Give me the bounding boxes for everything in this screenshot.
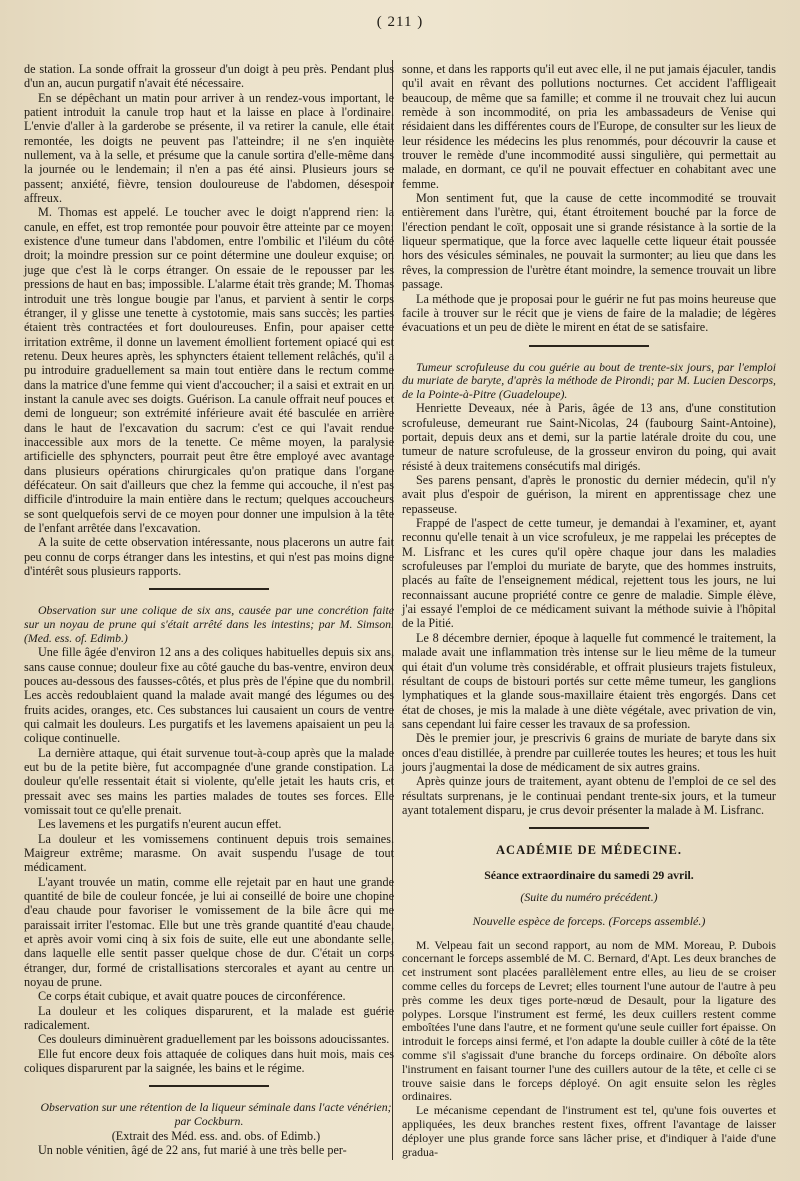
paragraph: La méthode que je proposai pour le guérir ne fut pas moins heureuse que facile à trouver sur le récit que je viens de faire de la maladie; de légères évacuations et un peu de diète le mirent en état de se satisfaire. [402, 291, 776, 335]
paragraph: de station. La sonde offrait la grosseur d'un doigt à peu près. Pendant plus d'un an, aucun purgatif n'avait été nécessaire. [24, 62, 394, 91]
paragraph: Le 8 décembre dernier, époque à laquelle fut commencé le traitement, la malade avait une inflammation très intense sur le lieu même de la tumeur qui était d'un volume très considérable, et offrait plusieurs trajets fistuleux, résultant de coups de bistouri portés sur cette même tumeur, les ganglions lymphatiques et la glande sous-maxillaire étaient très engorgés. Dans cet état de choses, je mis la malade à une diète végétale, avec privation de vin, sans cependant lui faire cesser les travaux de sa profession. [402, 630, 776, 731]
left-column [24, 62, 394, 1157]
paragraph: Ce corps était cubique, et avait quatre pouces de circonférence. [38, 989, 346, 1004]
paragraph: La douleur et les vomissemens continuent depuis trois semaines. Maigreur extrême; marasme. On avait suspendu l'usage de tout médicament. [24, 831, 394, 875]
paragraph: La douleur et les coliques disparurent, et la malade est guérie radicalement. [24, 1003, 394, 1033]
paragraph: Dès le premier jour, je prescrivis 6 grains de muriate de baryte dans six onces d'eau distillée, à prendre par cuillerée toutes les heures; et tous les huit jours j'augmentai la dose de médicament de six autres grains. [402, 731, 776, 774]
paragraph: M. Velpeau fait un second rapport, au nom de MM. Moreau, P. Dubois concernant le forceps assemblé de M. C. Bernard, d'Apt. Les deux branches de cet instrument sont placées parallèlement entre elles, au lieu de se croiser comme celles du forceps de Levret; elles tournent l'une autour de l'autre à peu près comme les deux tiges porte-nœud de Desault, pour la ligature des polypes. Lorsque l'instrument est fermé, les deux cuillers restent comme emboîtées l'une dans l'autre, et ne forment qu'une seule cuiller fort épaisse. On introduit le forceps ainsi fermé, et l'on adapte la double cuiller à côté de la tête comme s'il s'agissait d'une branche du forceps ordinaire. On déboîte alors l'instrument en faisant tourner l'une des cuillers autour de la tête, et celle ci se trouve saisie dans le forceps déployé. On agit ensuite selon les règles ordinaires. [402, 937, 776, 1104]
section-rule [529, 345, 649, 347]
paragraph: Les lavemens et les purgatifs n'eurent aucun effet. [38, 817, 282, 832]
paragraph: A la suite de cette observation intéressante, nous placerons un autre fait peu connu de corps étranger dans les intestins, et qui n'est pas moins digne d'intérêt sous plusieurs rapports. [24, 535, 394, 579]
observation-title: Observation sur une colique de six ans, causée par une concrétion faite sur un noyau de prune qui s'était arrêté dans les intestins; par M. Simson. (Med. ess. of. Edimb.) [24, 603, 394, 645]
paragraph: Henriette Deveaux, née à Paris, âgée de 13 ans, d'une constitution scrofuleuse, demeurant rue Saint-Nicolas, 24 (faubourg Saint-Antoine), portait, depuis deux ans et demi, sur la partie latérale droite du cou, une tumeur de nature scrofuleuse, de la grosseur environ du poing, qui avait résisté à deux traitemens consécutifs mal dirigés. [402, 401, 776, 473]
paragraph: Une fille âgée d'environ 12 ans a des coliques habituelles depuis six ans, sans cause connue; douleur fixe au côté gauche du bas-ventre, environ deux pouces au-dessous des fausses-côtés, et plus près de l'épine que du nombril. Les accès redoublaient quand la malade avait mangé des légumes ou des fruits acides, oranges, etc. Ces substances lui causaient un cours de ventre qui calmait les douleurs. Les purgatifs et les lavemens apaisaient un peu la colique continuelle. [24, 645, 394, 746]
section-heading: ACADÉMIE DE MÉDECINE. [496, 843, 682, 858]
paragraph: Ces douleurs diminuèrent graduellement par les boissons adoucissantes. [38, 1032, 390, 1047]
paragraph: Un noble vénitien, âgé de 22 ans, fut marié à une très belle per- [38, 1143, 347, 1157]
source-note: (Extrait des Méd. ess. and. obs. of Edimb.) [111, 1128, 321, 1143]
paragraph: sonne, et dans les rapports qu'il eut avec elle, il ne put jamais éjaculer, tandis qu'il avait en rêvant des pollutions nocturnes. Cet accident l'affligeait beaucoup, de même que sa famille; et comme il ne trouvait chez lui aucun remède à son incommodité, on pria les ambassadeurs de Venise qui résidaient dans les différentes cours de l'Europe, de consulter sur les lieux de leur résidence les médecins les plus renommés, pour découvrir la cause et trouver le remède d'une incommodité aussi singulière, qui permettait au malade, en dormant, ce qu'il ne pouvait effectuer en cohabitant avec une femme. [402, 62, 776, 191]
paragraph: Mon sentiment fut, que la cause de cette incommodité se trouvait entièrement dans l'urètre, qui, étant étroitement bouché par la force de l'érection pendant le coït, opposait une si grande résistance à la sortie de la liqueur spermatique, que la force avec laquelle cette liqueur était poussée hors des vésicules séminales, ne pouvait la surmonter; au lieu que dans les rêves, la compression de l'urètre étant moindre, la semence trouvait un libre passage. [402, 191, 776, 292]
subsection-title-main: Nouvelle espèce de forceps. [472, 914, 606, 929]
paragraph: M. Thomas est appelé. Le toucher avec le doigt n'apprend rien: la canule, en effet, est trop remontée pour pouvoir être atteinte par ce moyen: existence d'une tumeur dans l'abdomen, entre l'ombilic et l'iléum du côté droit; la moindre pression sur ce point détermine une douleur exquise; on juge que c'est là le corps étranger. On essaie de le repousser par les pressions de haut en bas; impossible. L'alarme était très grande; M. Thomas introduit une très longue bougie par l'anus, et parvient à sentir le corps étranger, il y glisse une tenette à cystotomie, mais sans succès; les parties étaient très contractées et fort douloureuses. Enfin, pour apaiser cette irritation extrême, il donne un lavement émollient fortement opiacé qui est retenu. Deux heures après, les sphyncters étaient tellement relâchés, qu'il a pu introduire graduellement sa main tout entière dans le rectum comme dans la matrice d'une femme qui vient d'accoucher; il a saisi et extrait en un instant la canule avec ses doigts. Guérison. La canule offrait neuf pouces et demi de longueur; son extrémité inférieure avait été basculée en arrière dans le haut de l'excavation du sacrum: c'est ce qui l'avait rendue inaccessible aux mors de la tenette. Ce même moyen, la paralysie artificielle des sphyncters, pourrait peut être être employé avec avantage dans plusieurs opérations chirurgicales qu'on pratique dans l'organe défécateur. On sait d'ailleurs que chez la femme qui accouche, il n'est pas difficile d'introduire la main entière dans le rectum; quelques accoucheurs se sont quelquefois servi de ce moyen pour donner une impulsion à la tête de l'enfant arrêtée dans l'excavation. [24, 205, 394, 535]
session-title: Séance extraordinaire du samedi 29 avril. [484, 867, 694, 882]
page-number: ( 211 ) [376, 14, 424, 30]
paragraph: L'ayant trouvée un matin, comme elle rejetait par en haut une grande quantité de bile de couleur foncée, je lui ai conseillé de boire une chopine d'eau chaude pour favoriser le vomissement de la bile âcre qui me paraissait irriter l'estomac. Elle but une très grande quantité d'eau chaude, et après avoir vomi cinq à six fois de suite, elle eut une abondante selle, dans laquelle elle sentit passer quelque chose de dur. C'était un corps étranger, dur, formé de cristallisations stercorales et ayant au centre un noyau de prune. [24, 874, 394, 990]
paragraph: Le mécanisme cependant de l'instrument est tel, qu'une fois ouvertes et appliquées, les deux branches restent fixes, offrent l'avantage de laisser déployer une plus grande force sans lâcher prise, et d'indiquer à l'aide d'une gradua- [402, 1103, 776, 1159]
session-line [402, 868, 776, 882]
section-rule [149, 1085, 269, 1087]
paragraph: La dernière attaque, qui était survenue tout-à-coup après que la malade eut bu de la petite bière, fut accompagnée d'une grande constipation. La douleur qu'elle ressentait était si violente, qu'elle jetait les hauts cris, et pressait avec ses mains les parties malades de toutes ses forces. Elle vomissait tout ce qu'elle prenait. [24, 745, 394, 817]
section-rule [149, 588, 269, 590]
paragraph: Après quinze jours de traitement, ayant obtenu de l'emploi de ce sel des résultats surprenans, je le continuai pendant trente-six jours, et la tumeur ayant totalement disparu, je crus devoir présenter la malade à M. Lisfranc. [402, 774, 776, 817]
paragraph: Ses parens pensant, d'après le pronostic du dernier médecin, qu'il n'y avait plus d'espoir de guérison, la mirent en apprentissage chez une repasseuse. [402, 473, 776, 516]
subsection-title [402, 914, 776, 928]
paragraph: En se dépêchant un matin pour arriver à un rendez-vous important, le patient introduit la canule trop haut et la laisse en place à l'ordinaire. L'envie d'aller à la garderobe se présente, il va retirer la canule, elle était remontée, les doigts ne peuvent pas l'atteindre; il ne s'en inquiète nullement, va à la selle, et présume que la canule sortira d'elle-même dans la journée ou le lendemain; il n'en a pas été ainsi. Plusieurs jours se passent; anxiété, fièvre, tension douloureuse de l'abdomen, désespoir affreux. [24, 90, 394, 206]
right-column [402, 62, 776, 1159]
continuation-note: (Suite du numéro précédent.) [520, 889, 658, 904]
observation-title: Observation sur une rétention de la liqueur séminale dans l'acte vénérien; par Cockburn. [40, 1100, 392, 1129]
paragraph: Frappé de l'aspect de cette tumeur, je demandai à l'examiner, et, ayant reconnu qu'elle tenait à un vice scrofuleux, je me rappelai les préceptes de M. Lisfranc et les cures qu'il opère chaque jour dans les maladies scrofuleuses par l'emploi du muriate de baryte, que des hommes instruits, placés au faîte de l'enseignement médical, rejettent tous les jours, ne lui reconnaissant aucune propriété contre ce genre de maladie. Simple élève, j'ai essayé l'emploi de ce médicament suivant la méthode suivie à l'hôpital de la Pitié. [402, 516, 776, 631]
paragraph: Elle fut encore deux fois attaquée de coliques dans huit mois, mais ces coliques disparurent par la saignée, les bains et le régime. [24, 1046, 394, 1076]
observation-title: Tumeur scrofuleuse du cou guérie au bout de trente-six jours, par l'emploi du muriate de baryte, d'après la méthode de Pirondi; par M. Lucien Descorps, de la Pointe-à-Pitre (Guadeloupe). [402, 359, 776, 401]
section-rule [529, 827, 649, 829]
subsection-title-paren: (Forceps assemblé.) [608, 914, 706, 929]
